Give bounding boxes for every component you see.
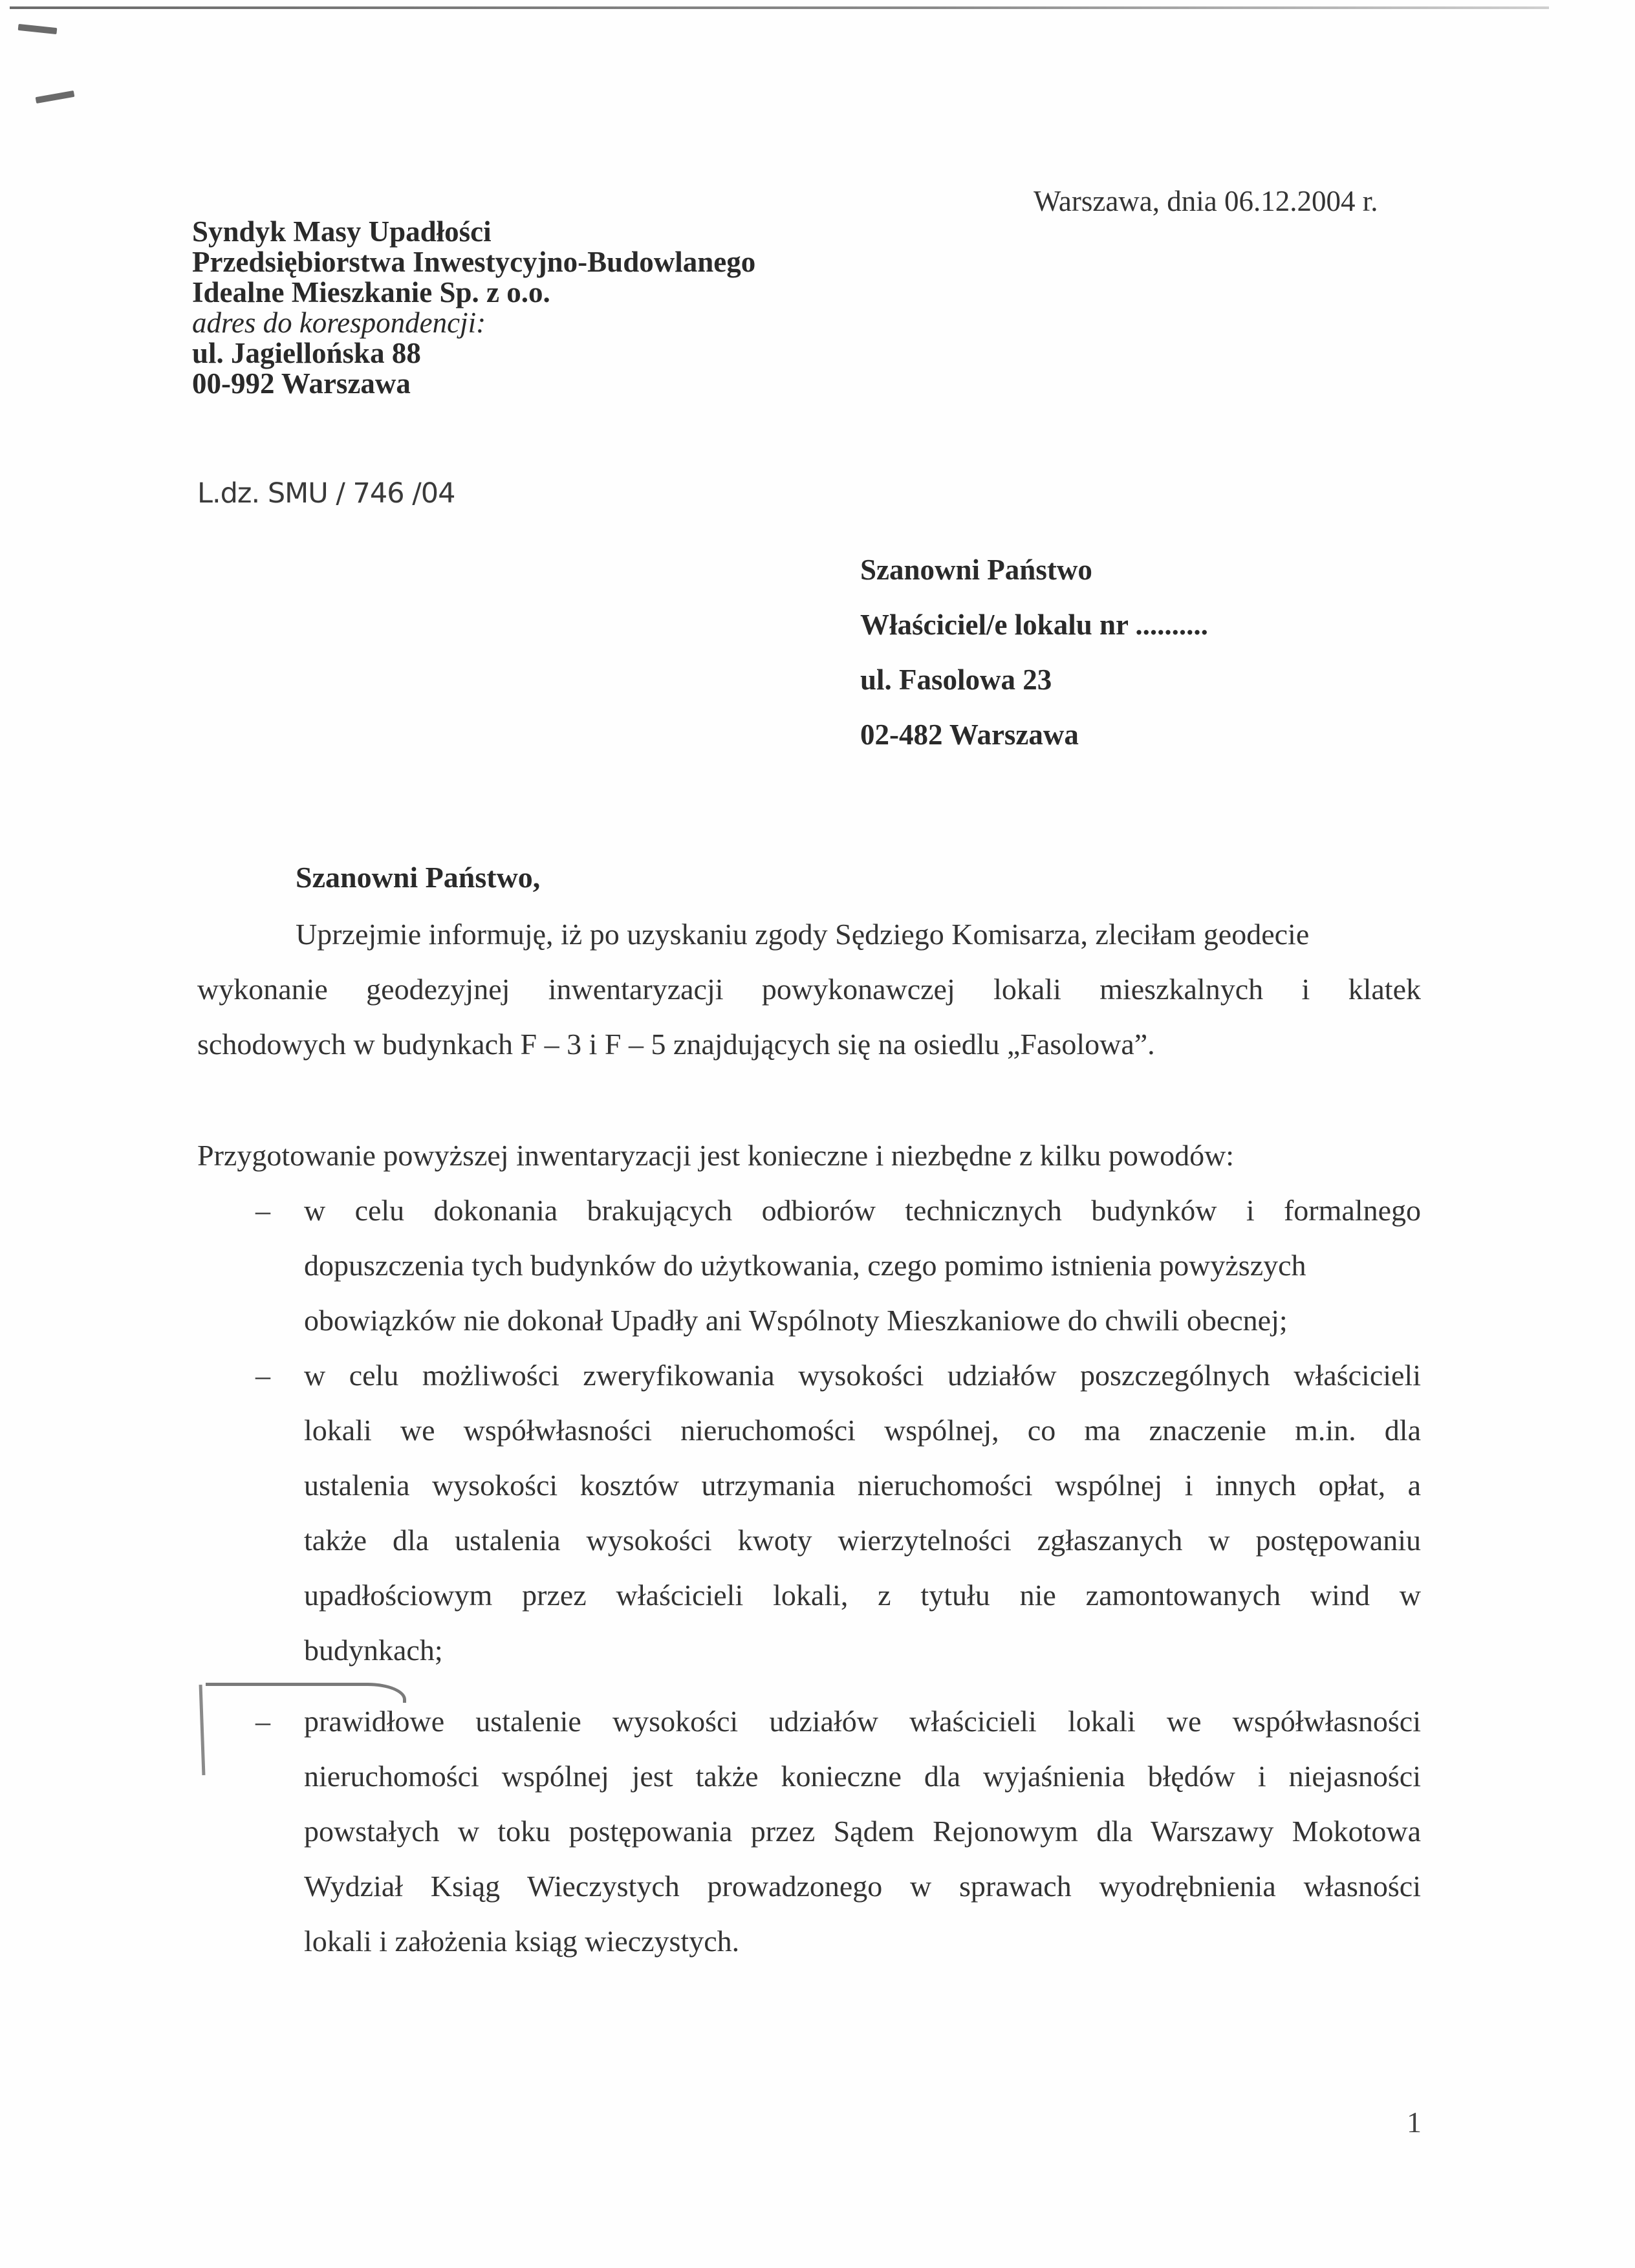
list-bullet-dash: – <box>255 1194 270 1227</box>
list-bullet-dash: – <box>255 1705 270 1738</box>
sender-name: Syndyk Masy Upadłości <box>192 215 492 248</box>
reason-line: także dla ustalenia wysokości kwoty wierzytelności zgłaszanych w postępowaniu <box>304 1524 1421 1557</box>
reason-line: Wydział Ksiąg Wieczystych prowadzonego w sprawach wyodrębnienia własności <box>304 1870 1421 1903</box>
scan-artifact-line <box>10 6 1549 9</box>
sender-company-name: Idealne Mieszkanie Sp. z o.o. <box>192 276 550 308</box>
reason-line: lokali we współwłasności nieruchomości wspólnej, co ma znaczenie m.in. dla <box>304 1414 1421 1447</box>
recipient-street: ul. Fasolowa 23 <box>860 664 1052 696</box>
intro-line: wykonanie geodezyjnej inwentaryzacji powykonawczej lokali mieszkalnych i klatek <box>197 973 1421 1006</box>
staple-mark <box>18 24 58 34</box>
reason-line: upadłościowym przez właścicieli lokali, z tytułu nie zamontowanych wind w <box>304 1579 1421 1612</box>
reasons-intro: Przygotowanie powyższej inwentaryzacji jest konieczne i niezbędne z kilku powodów: <box>197 1139 1235 1172</box>
reason-line: dopuszczenia tych budynków do użytkowania, czego pomimo istnienia powyższych <box>304 1249 1306 1282</box>
intro-line: schodowych w budynkach F – 3 i F – 5 znajdujących się na osiedlu „Fasolowa”. <box>197 1028 1155 1061</box>
recipient-salutation: Szanowni Państwo <box>860 554 1092 586</box>
recipient-block <box>860 553 1208 773</box>
reason-line: nieruchomości wspólnej jest także konieczne dla wyjaśnienia błędów i niejasności <box>304 1760 1421 1793</box>
page-number: 1 <box>1407 2106 1422 2139</box>
reason-line: prawidłowe ustalenie wysokości udziałów właścicieli lokali we współwłasności <box>304 1705 1421 1738</box>
correspondence-label: adres do korespondencji: <box>192 307 486 339</box>
reference-number: L.dz. SMU / 746 /04 <box>197 477 455 510</box>
handwritten-bracket-mark <box>199 1685 206 1775</box>
reason-line: w celu możliwości zweryfikowania wysokości udziałów poszczególnych właścicieli <box>304 1359 1421 1392</box>
sender-block <box>192 217 755 399</box>
intro-line: Uprzejmie informuję, iż po uzyskaniu zgody Sędziego Komisarza, zleciłam geodecie <box>296 918 1310 951</box>
reason-line: lokali i założenia ksiąg wieczystych. <box>304 1925 740 1958</box>
reason-line: budynkach; <box>304 1634 443 1667</box>
letter-date: Warszawa, dnia 06.12.2004 r. <box>1034 185 1378 217</box>
sender-company: Przedsiębiorstwa Inwestycyjno-Budowlanego <box>192 246 756 278</box>
list-bullet-dash: – <box>255 1359 270 1392</box>
reason-line: powstałych w toku postępowania przez Sądem Rejonowym dla Warszawy Mokotowa <box>304 1815 1421 1848</box>
reason-line: ustalenia wysokości kosztów utrzymania nieruchomości wspólnej i innych opłat, a <box>304 1469 1421 1502</box>
handwritten-bracket-mark <box>206 1683 406 1703</box>
greeting: Szanowni Państwo, <box>296 861 541 894</box>
sender-street: ul. Jagiellońska 88 <box>192 337 421 369</box>
sender-city: 00-992 Warszawa <box>192 367 411 400</box>
recipient-city: 02-482 Warszawa <box>860 718 1079 751</box>
reason-line: obowiązków nie dokonał Upadły ani Wspólnoty Mieszkaniowe do chwili obecnej; <box>304 1304 1288 1337</box>
staple-mark <box>36 91 75 103</box>
recipient-owner: Właściciel/e lokalu nr .......... <box>860 609 1208 641</box>
reason-line: w celu dokonania brakujących odbiorów technicznych budynków i formalnego <box>304 1194 1421 1227</box>
